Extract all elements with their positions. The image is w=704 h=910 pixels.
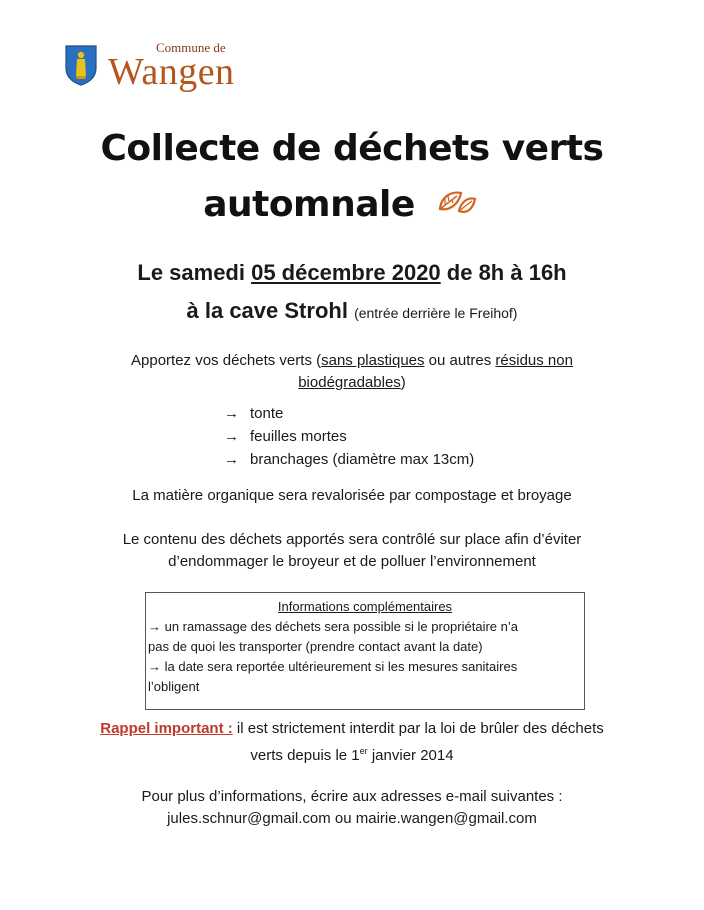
email-link-2[interactable]: mairie.wangen@gmail.com: [355, 810, 537, 827]
rappel-text-1: il est strictement interdit par la loi de brûler des déchets: [232, 720, 604, 737]
waste-list: [224, 402, 474, 471]
bring-text-a: Apportez vos déchets verts (: [131, 352, 322, 369]
residues-1: résidus non: [495, 352, 573, 369]
list-item-label: branchages (diamètre max 13cm): [250, 451, 475, 468]
place-name: à la cave Strohl: [186, 298, 348, 323]
list-item: [224, 425, 474, 448]
contact-paragraph: [0, 786, 704, 830]
rappel-superscript: er: [359, 746, 368, 756]
arrow-icon: →: [224, 405, 239, 422]
organic-paragraph: La matière organique sera revalorisée par compostage et broyage: [132, 487, 572, 504]
info-box-line: → la date sera reportée ultérieurement si les mesures sanitaires: [148, 659, 518, 674]
logo-town-name: Wangen: [108, 51, 235, 93]
rappel-label: Rappel important :: [100, 720, 233, 737]
info-box-line: → un ramassage des déchets sera possible si le propriétaire n’a: [148, 619, 518, 634]
info-box-line: l’obligent: [148, 679, 200, 694]
date-underlined: 05 décembre 2020: [251, 260, 441, 285]
event-place: [0, 298, 704, 324]
email-link-1[interactable]: jules.schnur@gmail.com: [167, 810, 331, 827]
list-item-label: feuilles mortes: [250, 428, 347, 445]
rappel-paragraph: [0, 718, 704, 767]
date-suffix: de 8h à 16h: [440, 260, 567, 285]
date-prefix: Le samedi: [137, 260, 252, 285]
rappel-text-2b: janvier 2014: [367, 747, 454, 764]
leaf-icon: [437, 187, 477, 217]
page-title-automnale: automnale: [203, 184, 415, 225]
info-box-heading: Informations complémentaires: [277, 599, 453, 614]
page-title-line-2: [0, 184, 680, 225]
arrow-icon: →: [224, 451, 239, 468]
bring-paragraph: [0, 350, 704, 394]
page-title-line-1: Collecte de déchets verts: [100, 128, 604, 169]
residues-2: biodégradables: [298, 374, 401, 391]
commune-logo: [64, 40, 284, 96]
rappel-text-2a: verts depuis le 1: [250, 747, 360, 764]
control-line-2: d’endommager le broyeur et de polluer l’environnement: [168, 553, 536, 570]
contact-joiner: ou: [330, 810, 356, 827]
logo-commune-label: Commune de: [156, 40, 226, 55]
list-item: [224, 402, 474, 425]
event-date: [0, 260, 704, 286]
info-box-line: pas de quoi les transporter (prendre contact avant la date): [148, 639, 483, 654]
contact-line-1: Pour plus d’informations, écrire aux adresses e-mail suivantes :: [141, 788, 563, 805]
bring-text-b: ou autres: [424, 352, 496, 369]
coat-of-arms-icon: [64, 44, 98, 86]
control-line-1: Le contenu des déchets apportés sera contrôlé sur place afin d’éviter: [122, 531, 582, 548]
no-plastic: sans plastiques: [321, 352, 425, 369]
control-paragraph: [0, 529, 704, 573]
info-box: [145, 592, 585, 710]
bring-text-c: ): [400, 374, 406, 391]
place-note: (entrée derrière le Freihof): [354, 305, 518, 321]
arrow-icon: →: [224, 428, 239, 445]
list-item: [224, 448, 474, 471]
list-item-label: tonte: [250, 405, 284, 422]
